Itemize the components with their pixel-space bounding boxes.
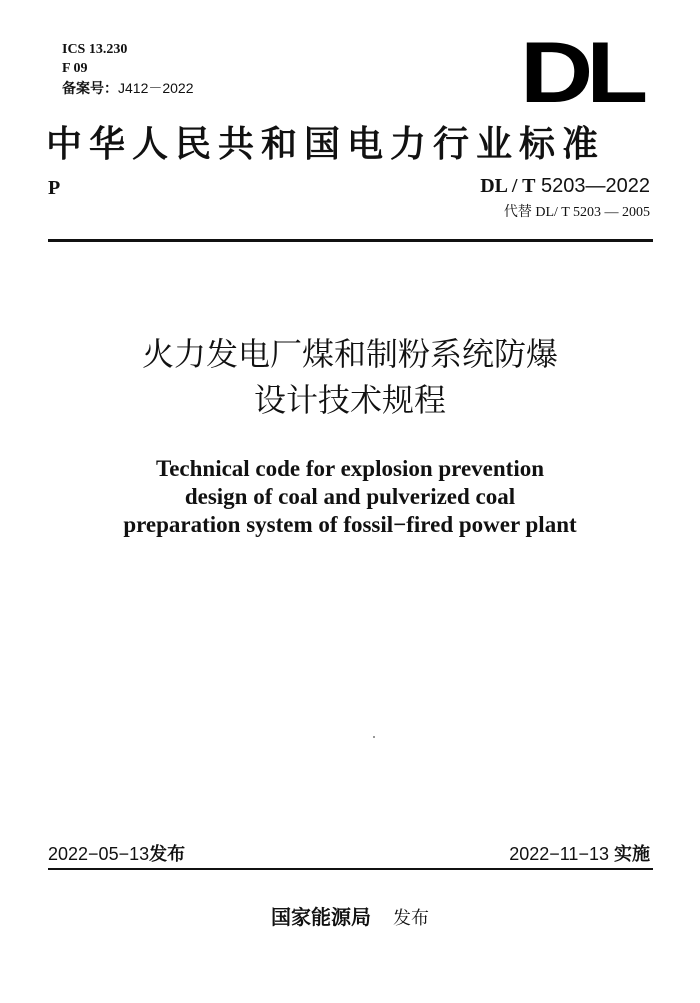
ccs-code: F 09 [62,61,88,76]
issue-label: 发布 [149,844,186,865]
title-cn-line1: 火力发电厂煤和制粉系统防爆 [141,335,558,373]
implementation-date-value: 2022−11−13 [509,844,609,864]
standard-number-prefix: DL / T [480,175,536,197]
standard-category: P [48,177,61,199]
header-divider [48,239,653,242]
standard-number-value: 5203—2022 [541,175,650,197]
ics-code: ICS 13.230 [62,42,128,57]
standard-number [480,174,650,198]
footer-divider [48,868,653,870]
publisher [0,905,700,931]
implementation-label: 实施 [614,844,650,865]
title-en-line2: design of coal and pulverized coal [184,484,516,509]
standard-title: 中华人民共和国电力行业标准 [46,123,606,165]
issue-date [48,843,185,866]
publish-label: 发布 [393,908,429,929]
publisher-name: 国家能源局 [271,905,371,929]
record-number [62,79,194,98]
implementation-date [509,843,650,866]
issue-date-value: 2022−05−13 [48,844,150,864]
record-value: J412－2022 [118,80,194,96]
record-label: 备案号： [62,81,118,97]
title-cn-line2: 设计技术规程 [253,381,446,419]
title-en-line3: preparation system of fossil−fired power plant [123,512,577,537]
replaces-standard: 代替 DL/ T 5203 — 2005 [503,205,650,220]
title-en-line1: Technical code for explosion prevention [155,456,545,481]
dl-logo: DL [520,25,642,121]
speck [373,736,375,738]
